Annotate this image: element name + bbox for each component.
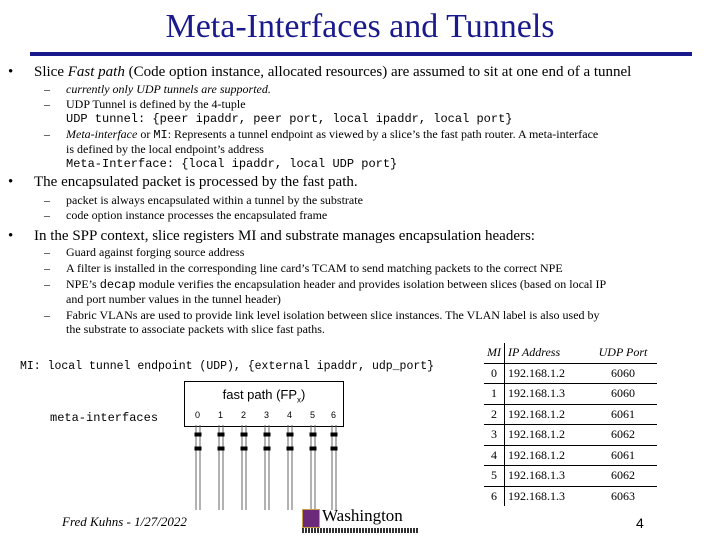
port-label: 5 [310,410,316,420]
link-lines-graphic [184,425,344,510]
title-underline [30,52,692,56]
port-label: 0 [195,410,201,420]
port-label: 1 [218,410,224,420]
crest-icon [302,509,320,528]
table-row: 3 192.168.1.2 6062 [484,425,657,446]
table-row: 5 192.168.1.3 6062 [484,466,657,487]
meta-interfaces-label: meta-interfaces [50,411,159,425]
table-row: 0 192.168.1.2 6060 [484,363,657,384]
mi-table [484,343,657,506]
logo-wordmark: Washington [322,506,403,525]
bullet-marker: • [8,64,14,80]
table-row: 2 192.168.1.2 6061 [484,404,657,425]
bullet-text: Slice Fast path (Code option instance, allocated resources) are assumed to sit at one end of a tunnel [34,64,632,80]
table-row: 1 192.168.1.3 6060 [484,384,657,405]
table-row: 4 192.168.1.2 6061 [484,445,657,466]
slide-title: Meta-Interfaces and Tunnels [165,8,555,45]
author-date: Fred Kuhns - 1/27/2022 [62,514,187,529]
table-row: 6 192.168.1.3 6063 [484,486,657,506]
fast-path-box [184,381,344,427]
port-label: 2 [241,410,247,420]
fast-path-label: fast path $(FP_x)$ [222,387,306,405]
port-numbers [185,410,343,424]
port-label: 3 [264,410,270,420]
logo-subtext-bar [302,528,418,533]
mi-definition: MI: local tunnel endpoint (UDP), {external ipaddr, udp_port} [20,360,435,373]
page-number: 4 [636,515,644,531]
port-label: 4 [287,410,293,420]
column-header: IP Address [508,345,561,360]
column-header: MI [484,343,505,363]
table-header-row [484,343,657,363]
column-header: UDP Port [598,345,648,360]
port-label: 6 [331,410,337,420]
